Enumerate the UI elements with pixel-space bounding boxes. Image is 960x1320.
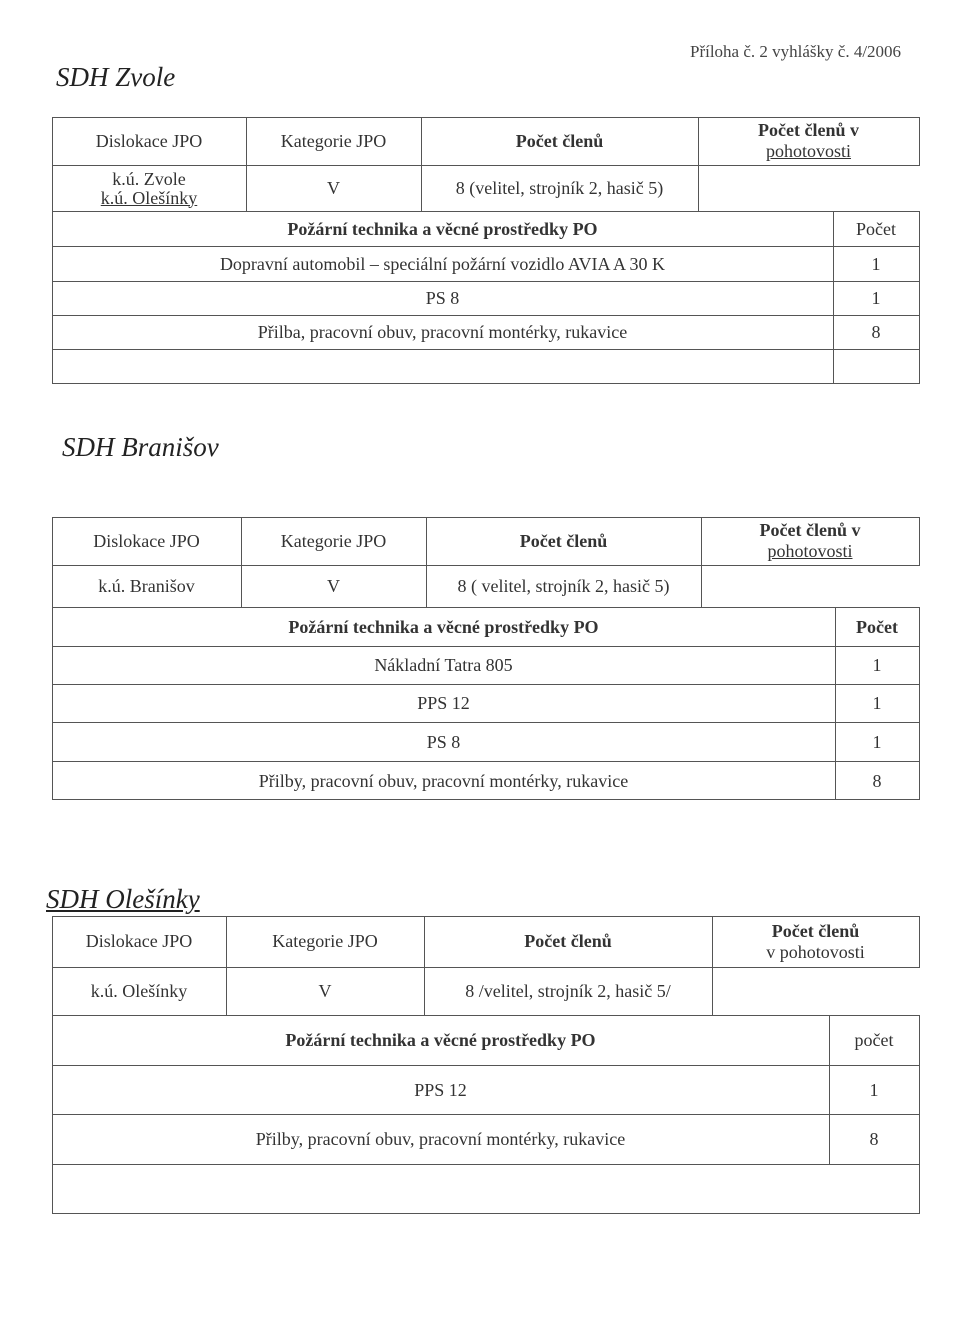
unit-dislokace-line2: k.ú. Olešínky <box>100 187 198 208</box>
header-pohotovost <box>701 517 919 565</box>
unit-pocet-clenu: 8 (velitel, strojník 2, hasič 5) <box>455 178 664 198</box>
equipment-count: 1 <box>869 1079 879 1100</box>
equipment-header: Požární technika a věcné prostředky PO <box>287 218 598 239</box>
unit-kategorie: V <box>327 178 340 198</box>
unit-kategorie: V <box>327 576 340 596</box>
section-title-olesinky: SDH Olešínky <box>46 884 200 914</box>
header-pohotovost <box>698 117 919 165</box>
header-pohotovost-line1: Počet členů <box>771 920 860 941</box>
equipment-item: Dopravní automobil – speciální požární vozidlo AVIA A 30 K <box>219 253 666 274</box>
section-title-branisov: SDH Branišov <box>62 432 219 462</box>
equipment-item <box>52 1165 919 1214</box>
header-dislokace: Dislokace JPO <box>93 530 200 551</box>
equipment-header: Požární technika a věcné prostředky PO <box>285 1030 596 1050</box>
equipment-item: PPS 12 <box>417 693 470 713</box>
header-pohotovost-line1: Počet členů v <box>759 520 861 540</box>
unit-dislokace-line1: k.ú. Zvole <box>112 168 186 189</box>
header-kategorie: Kategorie JPO <box>280 530 387 551</box>
unit-dislokace: k.ú. Branišov <box>98 576 195 596</box>
header-pohotovost <box>712 916 919 967</box>
equipment-count: 8 <box>869 1129 879 1149</box>
equipment-count: 8 <box>872 770 882 791</box>
equipment-item: PS 8 <box>425 288 460 308</box>
header-dislokace: Dislokace JPO <box>95 130 203 151</box>
equipment-count: 8 <box>871 322 881 342</box>
equipment-header: Požární technika a věcné prostředky PO <box>288 616 599 637</box>
equipment-item: PPS 12 <box>414 1079 467 1100</box>
equipment-count: 1 <box>871 253 881 274</box>
unit-pocet-clenu: 8 ( velitel, strojník 2, hasič 5) <box>457 576 670 596</box>
header-pocet-clenu: Počet členů <box>524 931 612 951</box>
equipment-item: PS 8 <box>426 731 461 752</box>
equipment-count: 1 <box>871 288 881 308</box>
count-header: počet <box>854 1030 894 1050</box>
header-dislokace: Dislokace JPO <box>85 931 193 951</box>
header-pohotovost-line2: pohotovosti <box>765 141 851 161</box>
equipment-count <box>833 350 919 384</box>
unit-dislokace: k.ú. Olešínky <box>90 981 188 1001</box>
unit-pocet-clenu: 8 /velitel, strojník 2, hasič 5/ <box>465 981 671 1001</box>
equipment-item: Přilba, pracovní obuv, pracovní montérky, rukavice <box>257 322 628 342</box>
equipment-count: 1 <box>872 693 882 713</box>
header-pocet-clenu: Počet členů <box>515 130 604 151</box>
header-pohotovost-line2: pohotovosti <box>767 541 853 561</box>
header-pohotovost-line2: v pohotovosti <box>766 941 865 962</box>
equipment-item: Přilby, pracovní obuv, pracovní montérky, rukavice <box>255 1129 626 1149</box>
annex-reference: Příloha č. 2 vyhlášky č. 4/2006 <box>690 42 902 61</box>
header-pocet-clenu: Počet členů <box>519 530 608 551</box>
header-kategorie: Kategorie JPO <box>280 130 387 151</box>
unit-kategorie: V <box>318 981 332 1001</box>
equipment-item <box>52 350 833 384</box>
section-title-zvole: SDH Zvole <box>56 62 176 92</box>
equipment-item: Nákladní Tatra 805 <box>374 655 513 675</box>
equipment-count: 1 <box>872 731 882 752</box>
count-header: Počet <box>856 218 896 239</box>
header-pohotovost-line1: Počet členů v <box>758 120 859 140</box>
unit-dislokace <box>52 166 246 211</box>
header-kategorie: Kategorie JPO <box>272 931 378 951</box>
count-header: Počet <box>856 616 898 637</box>
equipment-count: 1 <box>872 655 882 675</box>
equipment-item: Přilby, pracovní obuv, pracovní montérky, rukavice <box>258 770 629 791</box>
